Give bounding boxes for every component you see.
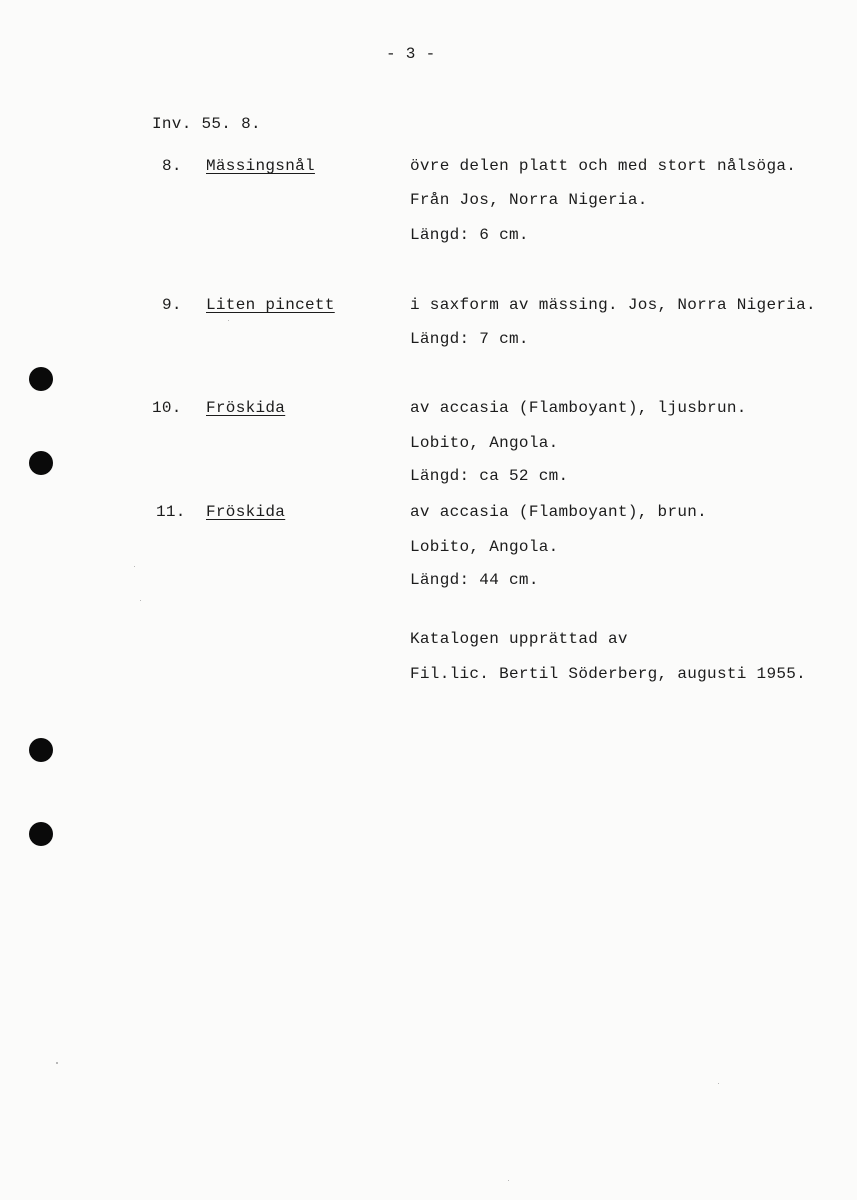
entry-11-description-line-1: av accasia (Flamboyant), brun. bbox=[410, 503, 708, 521]
scan-speck bbox=[508, 1180, 509, 1181]
scan-speck bbox=[56, 1062, 58, 1064]
entry-8-description-line-2 bbox=[410, 190, 648, 210]
catalog-author-line-2: Fil.lic. Bertil Söderberg, augusti 1955. bbox=[410, 665, 807, 683]
entry-11-description-line-2: Lobito, Angola. bbox=[410, 538, 559, 556]
entry-9-name: Liten pincett bbox=[206, 296, 335, 314]
entry-10-length: Längd: ca 52 cm. bbox=[410, 467, 569, 485]
entry-11-name: Fröskida bbox=[206, 503, 286, 521]
entry-9-description-line-1: i saxform av mässing. Jos, Norra Nigeria. bbox=[410, 296, 816, 314]
page-number: - 3 - bbox=[386, 45, 436, 63]
entry-10-name: Fröskida bbox=[206, 399, 286, 417]
punch-hole-1 bbox=[29, 367, 53, 391]
scan-speck bbox=[718, 1083, 719, 1084]
entry-10-description-line-1: av accasia (Flamboyant), ljusbrun. bbox=[410, 399, 747, 417]
entry-10-description-line-2: Lobito, Angola. bbox=[410, 434, 559, 452]
entry-8-origin-text: Från Jos, Norra Nigeria. bbox=[410, 191, 648, 209]
scan-speck bbox=[228, 320, 229, 321]
inventory-reference: Inv. 55. 8. bbox=[152, 115, 261, 133]
entry-9-number: 9. bbox=[162, 296, 182, 314]
entry-8-length: Längd: 6 cm. bbox=[410, 226, 529, 244]
entry-11-length: Längd: 44 cm. bbox=[410, 571, 539, 589]
entry-8-number: 8. bbox=[162, 157, 182, 175]
punch-hole-4 bbox=[29, 822, 53, 846]
catalog-author-line-1: Katalogen upprättad av bbox=[410, 630, 628, 648]
entry-11-number: 11. bbox=[156, 503, 186, 521]
entry-9-length: Längd: 7 cm. bbox=[410, 330, 529, 348]
entry-8-description-line-1: övre delen platt och med stort nålsöga. bbox=[410, 157, 797, 175]
scan-speck bbox=[140, 600, 141, 601]
entry-10-number: 10. bbox=[152, 399, 182, 417]
entry-8-name: Mässingsnål bbox=[206, 157, 315, 175]
punch-hole-3 bbox=[29, 738, 53, 762]
scan-speck bbox=[134, 566, 135, 567]
punch-hole-2 bbox=[29, 451, 53, 475]
